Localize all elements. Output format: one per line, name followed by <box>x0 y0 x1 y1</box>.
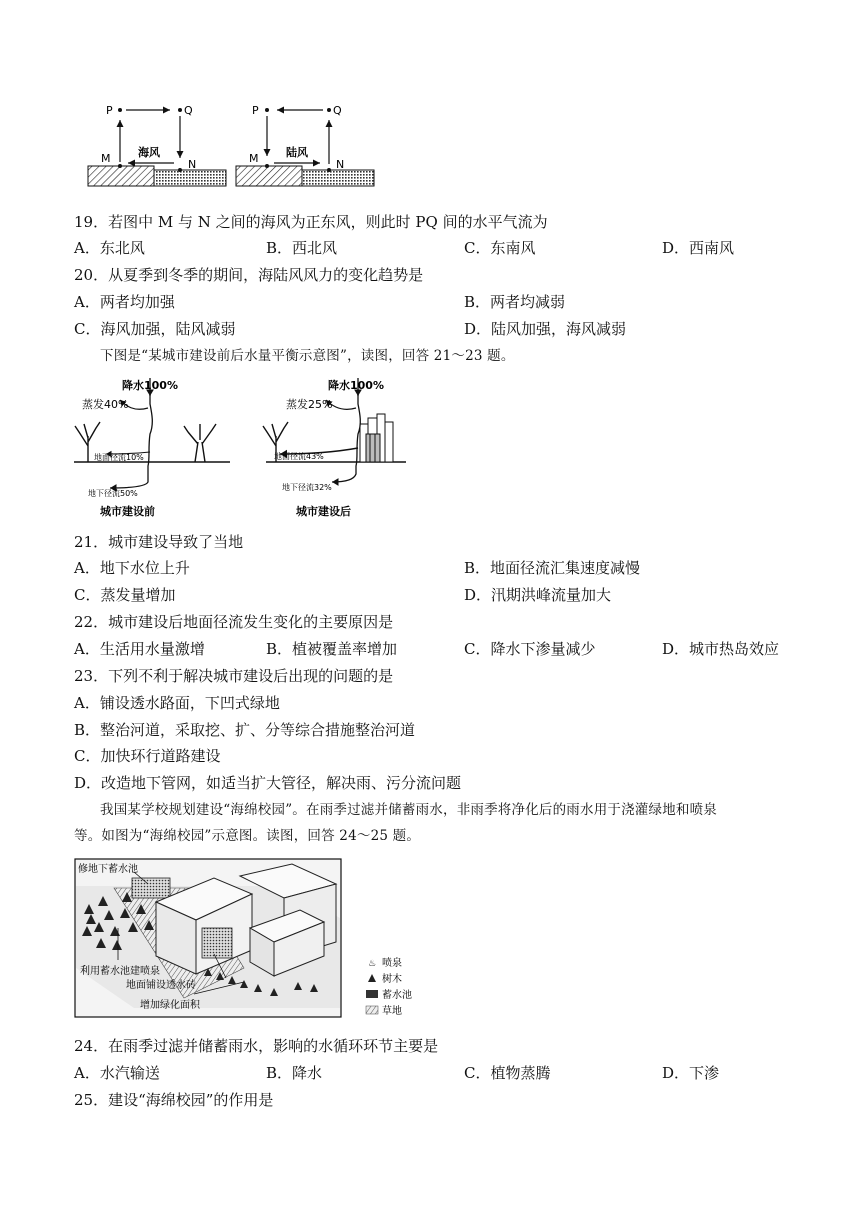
intro-21-23: 下图是“某城市建设前后水量平衡示意图”，读图，回答 21～23 题。 <box>100 348 515 364</box>
q24-option-b[interactable]: B．降水 <box>266 1064 323 1082</box>
q19-option-d[interactable]: D．西南风 <box>662 239 735 257</box>
q22-option-b[interactable]: B．植被覆盖率增加 <box>266 640 398 658</box>
q22-option-d[interactable]: D．城市热岛效应 <box>662 640 780 658</box>
before-caption: 城市建设前 <box>100 505 155 518</box>
q21-option-a[interactable]: A．地下水位上升 <box>74 559 190 577</box>
intro-24-25-line1: 我国某学校规划建设“海绵校园”。在雨季过滤并储蓄雨水，非雨季将净化后的雨水用于浇灌绿地和喷泉 <box>100 802 718 818</box>
q19-stem: 19．若图中 M 与 N 之间的海风为正东风，则此时 PQ 间的水平气流为 <box>74 213 548 231</box>
sea-land-breeze-figure <box>84 96 384 192</box>
point-n-label: N <box>336 158 345 171</box>
q24-option-c[interactable]: C．植物蒸腾 <box>464 1064 551 1082</box>
q24-stem: 24．在雨季过滤并储蓄雨水，影响的水循环环节主要是 <box>74 1037 439 1055</box>
after-surface-label: 地面径流43% <box>274 452 324 461</box>
label-reservoir: 修地下蓄水池 <box>78 864 138 875</box>
q22-option-a[interactable]: A．生活用水量激增 <box>74 640 205 658</box>
before-ground-label: 地下径流50% <box>88 489 138 498</box>
before-surface-label: 地面径流10% <box>94 453 144 462</box>
after-caption: 城市建设后 <box>296 505 351 518</box>
before-precip-label: 降水100% <box>122 379 178 392</box>
legend-reservoir: 蓄水池 <box>382 990 412 1001</box>
q23-option-c[interactable]: C．加快环行道路建设 <box>74 747 221 765</box>
q23-option-b[interactable]: B．整治河道，采取挖、扩、分等综合措施整治河道 <box>74 721 416 739</box>
q20-option-a[interactable]: A．两者均加强 <box>74 293 175 311</box>
after-precip-label: 降水100% <box>328 379 384 392</box>
point-p-label: P <box>106 104 113 117</box>
sea-breeze-label: 海风 <box>138 146 160 159</box>
q24-option-a[interactable]: A．水汽输送 <box>74 1064 160 1082</box>
q20-stem: 20．从夏季到冬季的期间，海陆风风力的变化趋势是 <box>74 266 424 284</box>
point-m-label: M <box>249 152 259 165</box>
intro-24-25-line2: 等。如图为“海绵校园”示意图。读图，回答 24～25 题。 <box>74 828 421 844</box>
point-m-label: M <box>101 152 111 165</box>
q23-option-a[interactable]: A．铺设透水路面，下凹式绿地 <box>74 694 280 712</box>
point-p-label: P <box>252 104 259 117</box>
q20-option-b[interactable]: B．两者均减弱 <box>464 293 566 311</box>
q19-option-a[interactable]: A．东北风 <box>74 239 145 257</box>
q22-stem: 22．城市建设后地面径流发生变化的主要原因是 <box>74 613 394 631</box>
label-fountain: 利用蓄水池建喷泉 <box>80 966 160 977</box>
before-panel <box>74 378 230 518</box>
q23-option-d[interactable]: D．改造地下管网，如适当扩大管径，解决雨、污分流问题 <box>74 774 462 792</box>
q22-option-c[interactable]: C．降水下渗量减少 <box>464 640 596 658</box>
point-q-label: Q <box>333 104 342 117</box>
label-green: 增加绿化面积 <box>140 1000 200 1011</box>
q23-stem: 23．下列不利于解决城市建设后出现的问题的是 <box>74 667 394 685</box>
sponge-legend <box>366 956 412 1017</box>
q20-option-c[interactable]: C．海风加强，陆风减弱 <box>74 320 236 338</box>
fountain-icon: ♨ <box>368 959 377 969</box>
legend-grass: 草地 <box>382 1006 402 1017</box>
tree-icon <box>368 974 376 982</box>
land-breeze-label: 陆风 <box>286 146 308 159</box>
q21-option-c[interactable]: C．蒸发量增加 <box>74 586 176 604</box>
after-evap-label: 蒸发25% <box>286 398 333 411</box>
q21-option-b[interactable]: B．地面径流汇集速度减慢 <box>464 559 641 577</box>
q19-option-c[interactable]: C．东南风 <box>464 239 536 257</box>
point-q-label: Q <box>184 104 193 117</box>
after-panel <box>263 378 406 518</box>
before-evap-label: 蒸发40% <box>82 398 129 411</box>
urban-water-balance-figure <box>70 374 410 522</box>
grass-swatch <box>366 1006 378 1014</box>
q21-stem: 21．城市建设导致了当地 <box>74 533 244 551</box>
sea-breeze-panel <box>88 104 226 186</box>
point-n-label: N <box>188 158 197 171</box>
q24-option-d[interactable]: D．下渗 <box>662 1064 720 1082</box>
q20-option-d[interactable]: D．陆风加强，海风减弱 <box>464 320 627 338</box>
sponge-campus-figure <box>74 858 434 1022</box>
q25-stem: 25．建设“海绵校园”的作用是 <box>74 1091 274 1109</box>
q21-option-d[interactable]: D．汛期洪峰流量加大 <box>464 586 612 604</box>
legend-tree: 树木 <box>382 974 402 985</box>
q19-option-b[interactable]: B．西北风 <box>266 239 338 257</box>
after-ground-label: 地下径流32% <box>282 483 332 492</box>
label-brick: 地面铺设透水砖 <box>126 980 196 991</box>
reservoir-swatch <box>366 990 378 998</box>
land-breeze-panel <box>236 104 374 186</box>
legend-fountain: 喷泉 <box>382 958 402 969</box>
